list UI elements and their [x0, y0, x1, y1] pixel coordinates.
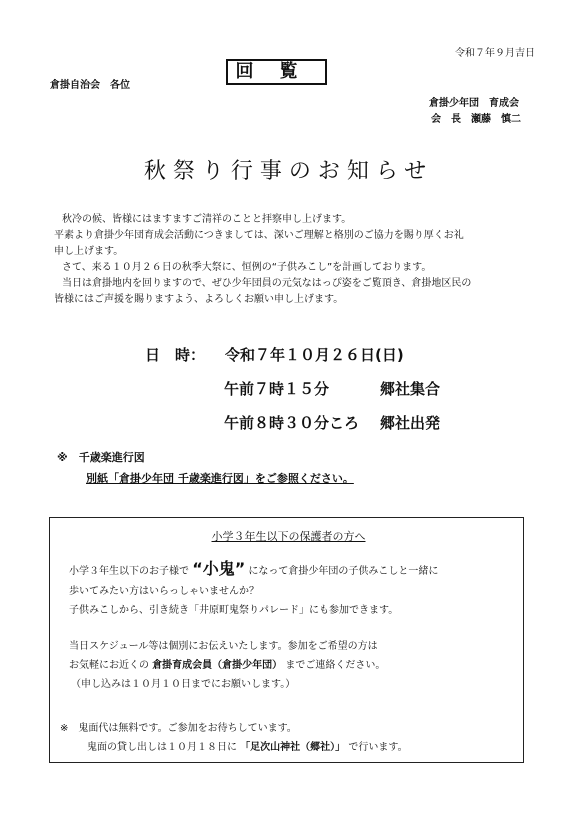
notice-line-8-end: で行います。 — [348, 742, 408, 753]
sender-organization: 倉掛少年団 育成会 — [429, 98, 519, 109]
shrine-name: 「足次山神社（郷社）」 — [240, 742, 346, 753]
schedule-time-2: 午前８時３０分ころ — [224, 414, 360, 432]
sender-name: 会 長 瀬藤 慎二 — [431, 114, 521, 125]
notice-line-4: 当日スケジュール等は個別にお伝えいたします。参加をご希望の方は — [69, 641, 378, 652]
schedule-time-1: 午前７時１５分 — [224, 380, 330, 398]
page-title: 秋祭り行事のお知らせ — [143, 159, 434, 184]
notice-line-1-start: 小学３年生以下のお子様で — [69, 566, 189, 577]
body-line-1: 秋冷の候、皆様にはますますご清祥のことと拝察申し上げます。 — [62, 214, 352, 225]
route-reference-note: 別紙「倉掛少年団 千歳楽進行図」をご参照ください。 — [86, 472, 354, 485]
circulation-stamp: 回覧 — [226, 59, 327, 85]
notice-line-8-start: 鬼面の貸し出しは１０月１８日に — [87, 742, 237, 753]
notice-line-8 — [87, 738, 408, 753]
route-section-title: ※ 千歳楽進行図 — [57, 451, 145, 464]
schedule-place-2: 郷社出発 — [380, 414, 441, 432]
body-line-2: 平素より倉掛少年団育成会活動につきましては、深いご理解と格別のご協力を賜り厚くお礼 — [54, 230, 464, 241]
schedule-place-1: 郷社集合 — [380, 380, 441, 398]
addressee: 倉掛自治会 各位 — [50, 80, 130, 91]
notice-line-2: 歩いてみたい方はいらっしゃいませんか？ — [69, 586, 259, 597]
notice-line-5-end: までご連絡ください。 — [285, 660, 386, 671]
notice-line-6: （申し込みは１０月１０日までにお願いします。） — [71, 679, 296, 690]
notice-date: 令和７年９月吉日 — [455, 48, 535, 59]
notice-line-7: ※ 鬼面代は無料です。ご参加をお待ちしています。 — [60, 723, 297, 734]
schedule-date: 令和７年１０月２６日(日) — [225, 346, 404, 364]
kooni-label: “小鬼” — [192, 559, 246, 578]
body-line-5: 当日は倉掛地内を回りますので、ぜひ少年団員の元気なはっぴ姿をご覧頂き、倉掛地区民の — [62, 278, 472, 289]
notice-line-3: 子供みこしから、引き続き「井原町鬼祭りパレード」にも参加できます。 — [69, 605, 399, 616]
notice-line-1 — [69, 556, 438, 579]
schedule-label: 日 時： — [145, 346, 206, 364]
body-line-6: 皆様にはご声援を賜りますよう、よろしくお願い申し上げます。 — [54, 294, 344, 305]
notice-line-5-start: お気軽にお近くの — [69, 660, 149, 671]
contact-member-label: 倉掛育成会員（倉掛少年団） — [152, 660, 283, 671]
body-line-4: さて、来る１０月２６日の秋季大祭に、恒例の“子供みこし”を計画しております。 — [62, 262, 432, 273]
notice-line-5 — [69, 656, 385, 671]
body-line-3: 申し上げます。 — [54, 246, 124, 257]
notice-box-heading: 小学３年生以下の保護者の方へ — [211, 530, 366, 543]
notice-line-1-end: になって倉掛少年団の子供みこしと一緒に — [248, 566, 439, 577]
